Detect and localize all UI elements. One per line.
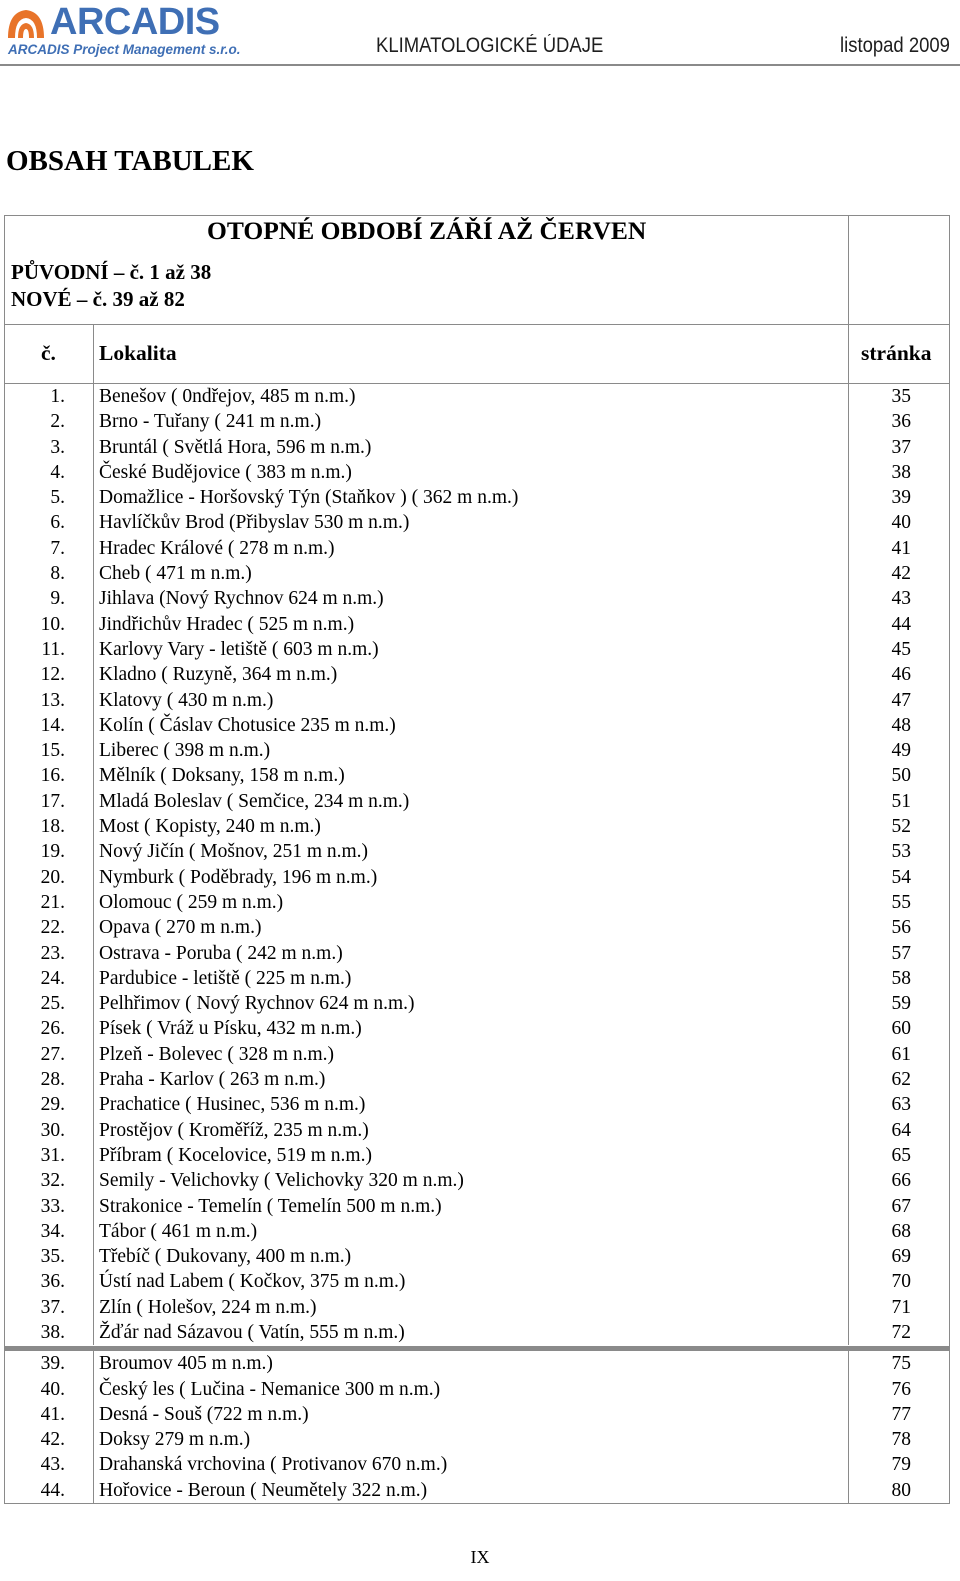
- table-row: [5, 814, 949, 839]
- row-number: 17.: [40, 790, 65, 812]
- row-page: 71: [891, 1296, 911, 1318]
- row-page: 46: [891, 664, 911, 686]
- row-number: 27.: [40, 1043, 65, 1065]
- row-location: Hradec Králové ( 278 m n.m.): [99, 537, 335, 559]
- row-page: 44: [891, 613, 911, 635]
- row-page: 51: [891, 790, 911, 812]
- row-location: Opava ( 270 m n.m.): [99, 917, 262, 939]
- row-location: Liberec ( 398 m n.m.): [99, 740, 271, 762]
- row-number: 40.: [40, 1378, 65, 1400]
- table-row: [5, 612, 949, 637]
- row-page: 61: [891, 1043, 911, 1065]
- column-divider: [93, 384, 94, 1345]
- row-number: 9.: [50, 588, 65, 610]
- row-number: 21.: [40, 891, 65, 913]
- row-number: 29.: [40, 1094, 65, 1116]
- column-divider: [848, 216, 849, 324]
- row-page: 58: [891, 967, 911, 989]
- row-page: 78: [891, 1429, 911, 1451]
- row-number: 6.: [50, 512, 65, 534]
- row-location: Olomouc ( 259 m n.m.): [99, 891, 284, 913]
- table-row: [5, 966, 949, 991]
- table-row: [5, 1118, 949, 1143]
- row-location: Nový Jičín ( Mošnov, 251 m n.m.): [99, 841, 369, 863]
- column-divider: [93, 1351, 94, 1503]
- row-page: 79: [891, 1454, 911, 1476]
- table-row: [5, 1219, 949, 1244]
- row-location: Kladno ( Ruzyně, 364 m n.m.): [99, 664, 338, 686]
- row-location: Praha - Karlov ( 263 m n.m.): [99, 1069, 326, 1091]
- column-header-number: č.: [41, 341, 56, 365]
- row-location: Klatovy ( 430 m n.m.): [99, 689, 274, 711]
- row-number: 7.: [50, 537, 65, 559]
- row-number: 35.: [40, 1246, 65, 1268]
- row-page: 39: [891, 487, 911, 509]
- row-number: 5.: [50, 487, 65, 509]
- column-header-location: Lokalita: [99, 341, 177, 365]
- header-divider: [0, 64, 960, 66]
- table-header: [5, 216, 949, 325]
- document-title: KLIMATOLOGICKÉ ÚDAJE: [376, 34, 604, 57]
- row-number: 31.: [40, 1144, 65, 1166]
- table-row: [5, 637, 949, 662]
- column-divider: [848, 325, 849, 383]
- row-page: 48: [891, 714, 911, 736]
- row-location: Příbram ( Kocelovice, 519 m n.m.): [99, 1144, 372, 1166]
- table-row: [5, 409, 949, 434]
- table-row: [5, 1168, 949, 1193]
- row-page: 80: [891, 1479, 911, 1501]
- table-row: [5, 1092, 949, 1117]
- arcadis-logo: [4, 2, 264, 62]
- table-row: [5, 1377, 949, 1402]
- row-number: 14.: [40, 714, 65, 736]
- row-page: 59: [891, 993, 911, 1015]
- row-location: Semily - Velichovky ( Velichovky 320 m n.m.): [99, 1170, 464, 1192]
- row-location: Písek ( Vráž u Písku, 432 m n.m.): [99, 1018, 362, 1040]
- row-number: 34.: [40, 1220, 65, 1242]
- row-location: Bruntál ( Světlá Hora, 596 m n.m.): [99, 436, 372, 458]
- row-location: Cheb ( 471 m n.m.): [99, 563, 252, 585]
- row-location: Most ( Kopisty, 240 m n.m.): [99, 816, 321, 838]
- row-number: 30.: [40, 1119, 65, 1141]
- row-page: 41: [891, 537, 911, 559]
- row-page: 75: [891, 1353, 911, 1375]
- row-page: 49: [891, 740, 911, 762]
- row-page: 35: [891, 386, 911, 407]
- row-location: Drahanská vrchovina ( Protivanov 670 n.m.): [99, 1454, 448, 1476]
- row-page: 60: [891, 1018, 911, 1040]
- row-location: Třebíč ( Dukovany, 400 m n.m.): [99, 1246, 352, 1268]
- row-page: 62: [891, 1069, 911, 1091]
- column-header-row: [5, 325, 949, 384]
- row-page: 50: [891, 765, 911, 787]
- table-row: [5, 510, 949, 535]
- rows-new: [5, 1350, 949, 1503]
- row-number: 19.: [40, 841, 65, 863]
- row-page: 57: [891, 942, 911, 964]
- table-row: [5, 1402, 949, 1427]
- row-location: Desná - Souš (722 m n.m.): [99, 1403, 309, 1425]
- row-location: Jihlava (Nový Rychnov 624 m n.m.): [99, 588, 384, 610]
- row-location: Doksy 279 m n.m.): [99, 1429, 251, 1451]
- row-location: Pelhřimov ( Nový Rychnov 624 m n.m.): [99, 993, 415, 1015]
- row-number: 11.: [41, 638, 65, 660]
- table-row: [5, 915, 949, 940]
- row-page: 38: [891, 461, 911, 483]
- row-location: Karlovy Vary - letiště ( 603 m n.m.): [99, 638, 379, 660]
- row-number: 26.: [40, 1018, 65, 1040]
- table-row: [5, 688, 949, 713]
- row-number: 3.: [50, 436, 65, 458]
- row-page: 43: [891, 588, 911, 610]
- table-row: [5, 536, 949, 561]
- row-location: České Budějovice ( 383 m n.m.): [99, 461, 352, 483]
- row-number: 43.: [40, 1454, 65, 1476]
- row-page: 52: [891, 816, 911, 838]
- row-page: 66: [891, 1170, 911, 1192]
- row-location: Broumov 405 m n.m.): [99, 1353, 273, 1375]
- table-row: [5, 991, 949, 1016]
- row-page: 64: [891, 1119, 911, 1141]
- row-number: 36.: [40, 1271, 65, 1293]
- page-number: IX: [470, 1547, 490, 1567]
- table-row: [5, 839, 949, 864]
- table-row: [5, 1427, 949, 1452]
- row-page: 40: [891, 512, 911, 534]
- page-header: [0, 0, 960, 66]
- row-location: Prostějov ( Kroměříž, 235 m n.m.): [99, 1119, 369, 1141]
- range-new: NOVÉ – č. 39 až 82: [11, 287, 185, 311]
- row-number: 33.: [40, 1195, 65, 1217]
- row-page: 42: [891, 563, 911, 585]
- column-divider: [93, 325, 94, 383]
- row-location: Kolín ( Čáslav Chotusice 235 m n.m.): [99, 714, 396, 736]
- row-number: 23.: [40, 942, 65, 964]
- table-row: [5, 1143, 949, 1168]
- row-number: 8.: [50, 563, 65, 585]
- row-location: Hořovice - Beroun ( Neumětely 322 n.m.): [99, 1479, 428, 1501]
- row-location: Pardubice - letiště ( 225 m n.m.): [99, 967, 352, 989]
- row-page: 47: [891, 689, 911, 711]
- row-number: 42.: [40, 1429, 65, 1451]
- row-number: 16.: [40, 765, 65, 787]
- section-title: OTOPNÉ OBDOBÍ ZÁŘÍ AŽ ČERVEN: [207, 216, 647, 245]
- row-page: 55: [891, 891, 911, 913]
- table-row: [5, 384, 949, 409]
- row-number: 44.: [40, 1479, 65, 1501]
- table-row: [5, 865, 949, 890]
- row-page: 36: [891, 411, 911, 433]
- document-date: listopad 2009: [840, 34, 950, 57]
- table-row: [5, 1016, 949, 1041]
- row-number: 4.: [50, 461, 65, 483]
- row-location: Ostrava - Poruba ( 242 m n.m.): [99, 942, 343, 964]
- row-number: 22.: [40, 917, 65, 939]
- row-number: 39.: [40, 1353, 65, 1375]
- row-number: 12.: [40, 664, 65, 686]
- row-number: 15.: [40, 740, 65, 762]
- row-number: 18.: [40, 816, 65, 838]
- row-number: 41.: [40, 1403, 65, 1425]
- table-row: [5, 1067, 949, 1092]
- row-location: Zlín ( Holešov, 224 m n.m.): [99, 1296, 317, 1318]
- row-location: Benešov ( 0ndřejov, 485 m n.m.): [99, 386, 356, 407]
- row-location: Plzeň - Bolevec ( 328 m n.m.): [99, 1043, 335, 1065]
- table-row: [5, 435, 949, 460]
- table-row: [5, 1452, 949, 1477]
- logo-wordmark: ARCADIS: [50, 1, 220, 43]
- row-location: Strakonice - Temelín ( Temelín 500 m n.m.): [99, 1195, 442, 1217]
- table-row: [5, 561, 949, 586]
- row-location: Nymburk ( Poděbrady, 196 m n.m.): [99, 866, 378, 888]
- row-number: 25.: [40, 993, 65, 1015]
- row-number: 37.: [40, 1296, 65, 1318]
- row-page: 70: [891, 1271, 911, 1293]
- table-row: [5, 662, 949, 687]
- row-page: 37: [891, 436, 911, 458]
- row-page: 53: [891, 841, 911, 863]
- table-row: [5, 460, 949, 485]
- row-number: 1.: [50, 386, 65, 407]
- table-row: [5, 763, 949, 788]
- table-row: [5, 1269, 949, 1294]
- row-location: Český les ( Lučina - Nemanice 300 m n.m.): [99, 1378, 441, 1400]
- table-row: [5, 1042, 949, 1067]
- table-row: [5, 586, 949, 611]
- row-location: Brno - Tuřany ( 241 m n.m.): [99, 411, 322, 433]
- row-location: Havlíčkův Brod (Přibyslav 530 m n.m.): [99, 512, 410, 534]
- table-row: [5, 713, 949, 738]
- row-page: 76: [891, 1378, 911, 1400]
- table-row: [5, 738, 949, 763]
- row-number: 32.: [40, 1170, 65, 1192]
- row-location: Tábor ( 461 m n.m.): [99, 1220, 258, 1242]
- row-location: Domažlice - Horšovský Týn (Staňkov ) ( 362 m n.m.): [99, 487, 519, 509]
- row-page: 63: [891, 1094, 911, 1116]
- table-row: [5, 1351, 949, 1376]
- arcadis-logo-mark-icon: [4, 4, 48, 42]
- table-row: [5, 1478, 949, 1503]
- page-title: OBSAH TABULEK: [6, 145, 254, 177]
- table-row: [5, 1244, 949, 1269]
- row-page: 65: [891, 1144, 911, 1166]
- row-location: Jindřichův Hradec ( 525 m n.m.): [99, 613, 355, 635]
- row-page: 54: [891, 866, 911, 888]
- row-location: Žďár nad Sázavou ( Vatín, 555 m n.m.): [99, 1321, 405, 1343]
- row-location: Ústí nad Labem ( Kočkov, 375 m n.m.): [99, 1271, 406, 1293]
- column-divider: [848, 384, 849, 1345]
- row-page: 56: [891, 917, 911, 939]
- row-location: Mladá Boleslav ( Semčice, 234 m n.m.): [99, 790, 410, 812]
- contents-table: [4, 215, 950, 1504]
- row-number: 2.: [50, 411, 65, 433]
- table-row: [5, 1320, 949, 1345]
- table-row: [5, 890, 949, 915]
- rows-original: [5, 384, 949, 1345]
- row-location: Prachatice ( Husinec, 536 m n.m.): [99, 1094, 366, 1116]
- column-header-page: stránka: [861, 341, 932, 365]
- row-number: 24.: [40, 967, 65, 989]
- column-divider: [848, 1351, 849, 1503]
- row-page: 72: [891, 1321, 911, 1343]
- table-row: [5, 941, 949, 966]
- row-number: 10.: [40, 613, 65, 635]
- table-row: [5, 1194, 949, 1219]
- row-page: 45: [891, 638, 911, 660]
- table-row: [5, 485, 949, 510]
- row-page: 77: [891, 1403, 911, 1425]
- table-row: [5, 1295, 949, 1320]
- range-original: PŮVODNÍ – č. 1 až 38: [11, 260, 212, 284]
- row-number: 38.: [40, 1321, 65, 1343]
- row-number: 28.: [40, 1069, 65, 1091]
- row-page: 68: [891, 1220, 911, 1242]
- row-location: Mělník ( Doksany, 158 m n.m.): [99, 765, 345, 787]
- row-page: 67: [891, 1195, 911, 1217]
- table-row: [5, 789, 949, 814]
- row-page: 69: [891, 1246, 911, 1268]
- logo-subtitle: ARCADIS Project Management s.r.o.: [8, 42, 241, 57]
- row-number: 20.: [40, 866, 65, 888]
- row-number: 13.: [40, 689, 65, 711]
